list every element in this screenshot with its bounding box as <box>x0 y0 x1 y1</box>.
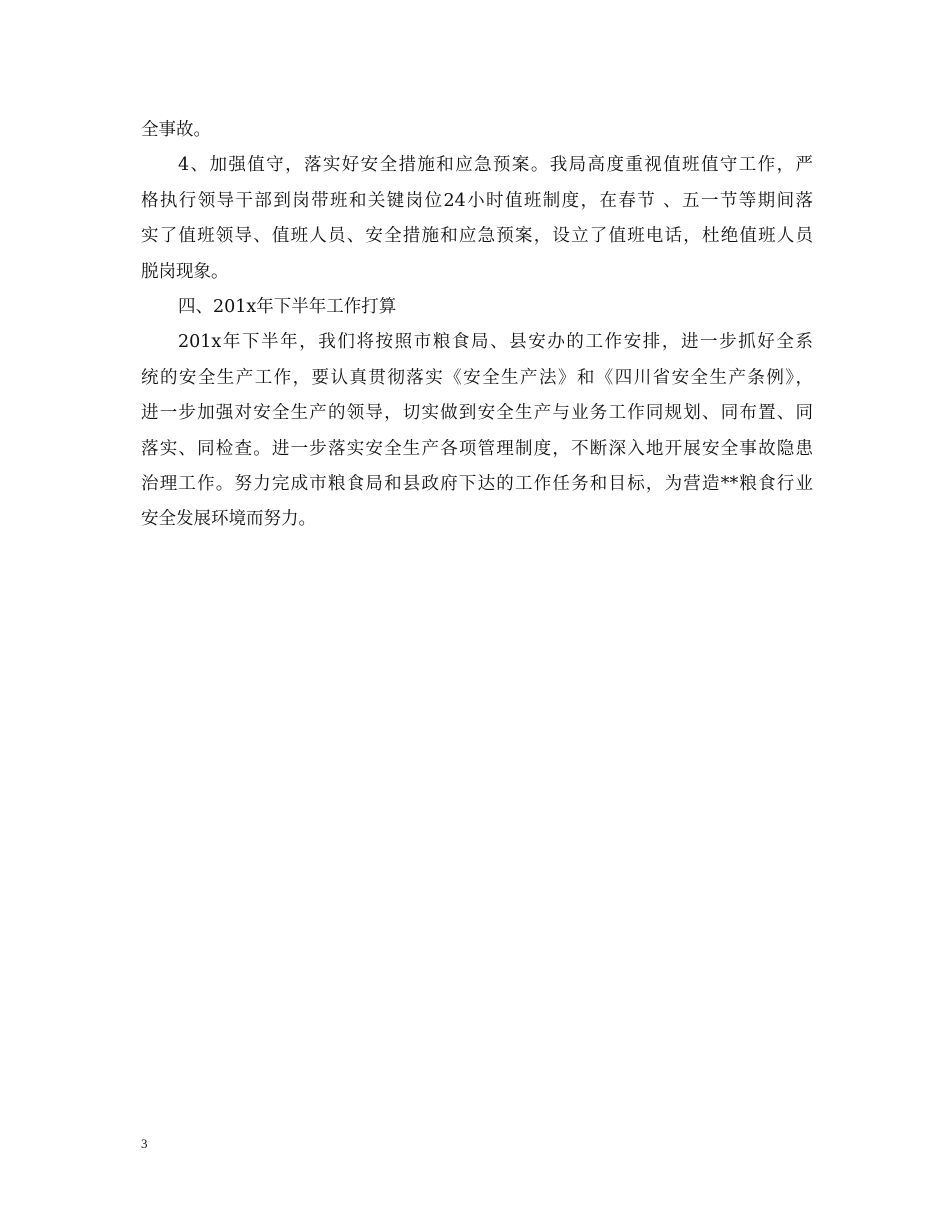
text-line-10: 落实、同检查。进一步落实安全生产各项管理制度，不断深入地开展安全事故隐患 <box>141 438 813 459</box>
text-line-2: 4、加强值守，落实好安全措施和应急预案。我局高度重视值班值守工作，严 <box>178 155 813 176</box>
text-line-3: 格执行领导干部到岗带班和关键岗位24小时值班制度，在春节 、五一节等期间落 <box>141 190 813 211</box>
text-line-5: 脱岗现象。 <box>141 261 229 282</box>
text-line-7: 201x年下半年，我们将按照市粮食局、县安办的工作安排，进一步抓好全系 <box>178 332 813 353</box>
text-line-9: 进一步加强对安全生产的领导，切实做到安全生产与业务工作同规划、同布置、同 <box>141 403 813 424</box>
text-line-4: 实了值班领导、值班人员、安全措施和应急预案，设立了值班电话，杜绝值班人员 <box>141 226 813 247</box>
text-line-8: 统的安全生产工作，要认真贯彻落实《安全生产法》和《四川省安全生产条例》， <box>141 367 813 388</box>
text-line-12: 安全发展环境而努力。 <box>141 509 316 530</box>
text-line-1: 全事故。 <box>141 120 211 140</box>
section-heading: 四、201x年下半年工作打算 <box>178 296 397 317</box>
text-line-11: 治理工作。努力完成市粮食局和县政府下达的工作任务和目标，为营造**粮食行业 <box>141 473 813 494</box>
body-text <box>141 113 813 538</box>
page-number: 3 <box>141 1136 148 1151</box>
